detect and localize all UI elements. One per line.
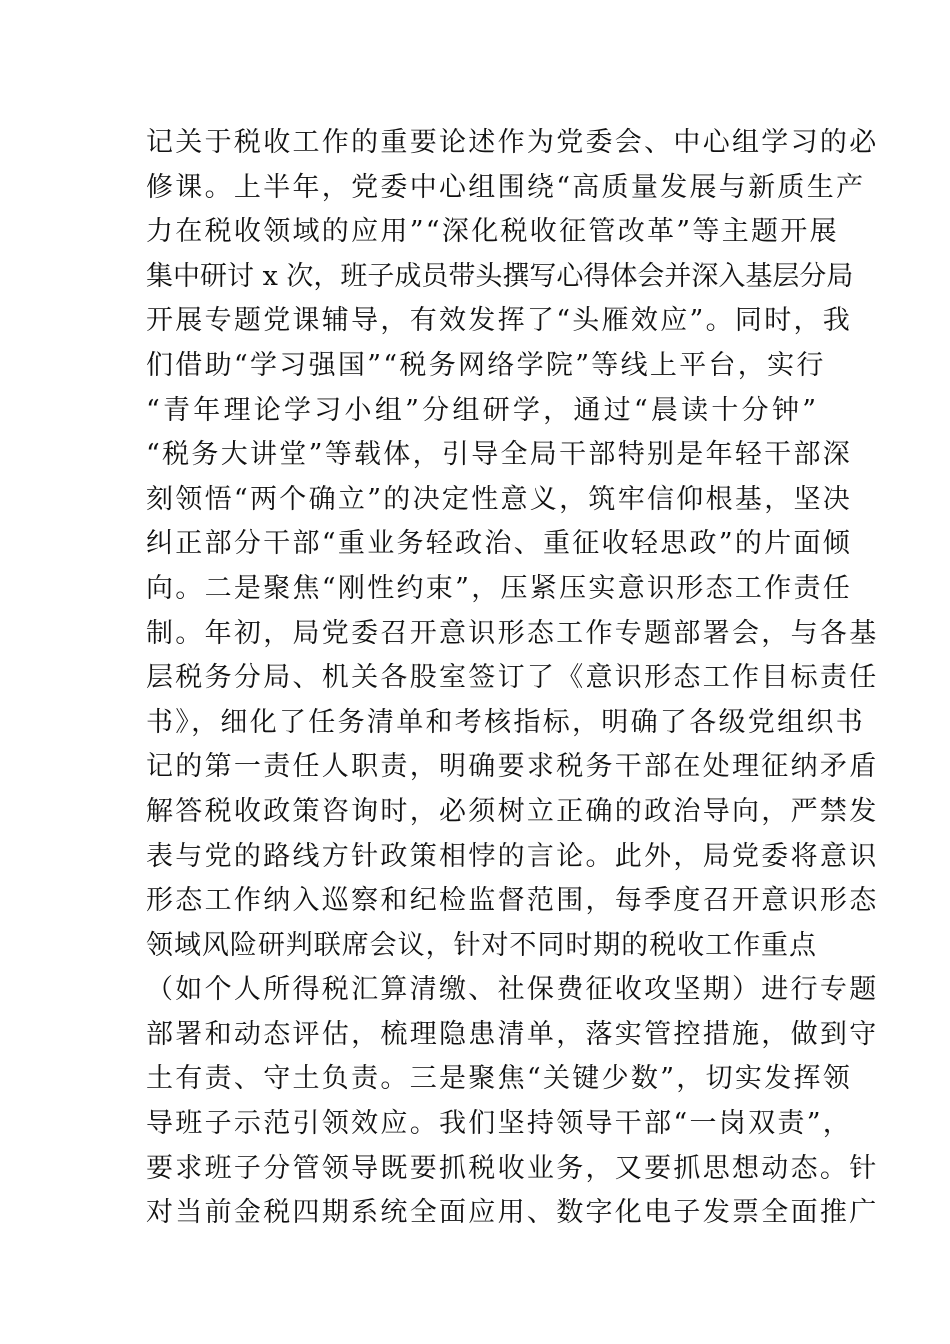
- text-line: 土有责、守土负责。三是聚焦“关键少数”，切实发挥领: [146, 1063, 853, 1095]
- text-line: 力在税收领域的应用”“深化税收征管改革”等主题开展: [146, 216, 839, 248]
- text-line: 制。年初，局党委召开意识形态工作专题部署会，与各基: [146, 617, 879, 649]
- text-line: 对当前金税四期系统全面应用、数字化电子发票全面推广: [146, 1197, 879, 1229]
- text-line: 修课。上半年，党委中心组围绕“高质量发展与新质生产: [146, 171, 866, 203]
- text-line: 记的第一责任人职责，明确要求税务干部在处理征纳矛盾: [146, 751, 879, 783]
- text-line: 导班子示范引领效应。我们坚持领导干部“一岗双责”，: [146, 1108, 853, 1140]
- text-line: 表与党的路线方针政策相悖的言论。此外，局党委将意识: [146, 840, 879, 872]
- text-line: 领域风险研判联席会议，针对不同时期的税收工作重点: [146, 929, 816, 961]
- text-line: “青年理论学习小组”分组研学，通过“晨读十分钟”: [146, 394, 816, 426]
- text-line: 们借助“学习强国”“税务网络学院”等线上平台，实行: [146, 349, 826, 381]
- text-line: 纠正部分干部“重业务轻政治、重征收轻思政”的片面倾: [146, 528, 853, 560]
- text-line: 开展专题党课辅导，有效发挥了“头雁效应”。同时，我: [146, 305, 853, 337]
- text-line: 形态工作纳入巡察和纪检监督范围，每季度召开意识形态: [146, 885, 879, 917]
- text-line: 解答税收政策咨询时，必须树立正确的政治导向，严禁发: [146, 795, 879, 827]
- text-line: （如个人所得税汇算清缴、社保费征收攻坚期）进行专题: [146, 974, 879, 1006]
- text-line: 记关于税收工作的重要论述作为党委会、中心组学习的必: [146, 127, 879, 158]
- text-line: 要求班子分管领导既要抓税收业务，又要抓思想动态。针: [146, 1152, 879, 1184]
- text-line: 部署和动态评估，梳理隐患清单，落实管控措施，做到守: [146, 1018, 879, 1050]
- text-line: 刻领悟“两个确立”的决定性意义，筑牢信仰根基，坚决: [146, 483, 853, 515]
- text-line: 书》，细化了任务清单和考核指标，明确了各级党组织书: [146, 706, 865, 738]
- body-text: [146, 121, 879, 1236]
- text-line: 层税务分局、机关各股室签订了《意识形态工作目标责任: [146, 662, 879, 694]
- text-line: 集中研讨 x 次，班子成员带头撰写心得体会并深入基层分局: [146, 260, 854, 292]
- text-line: “税务大讲堂”等载体，引导全局干部特别是年轻干部深: [146, 439, 853, 471]
- text-line: 向。二是聚焦“刚性约束”，压紧压实意识形态工作责任: [146, 572, 853, 604]
